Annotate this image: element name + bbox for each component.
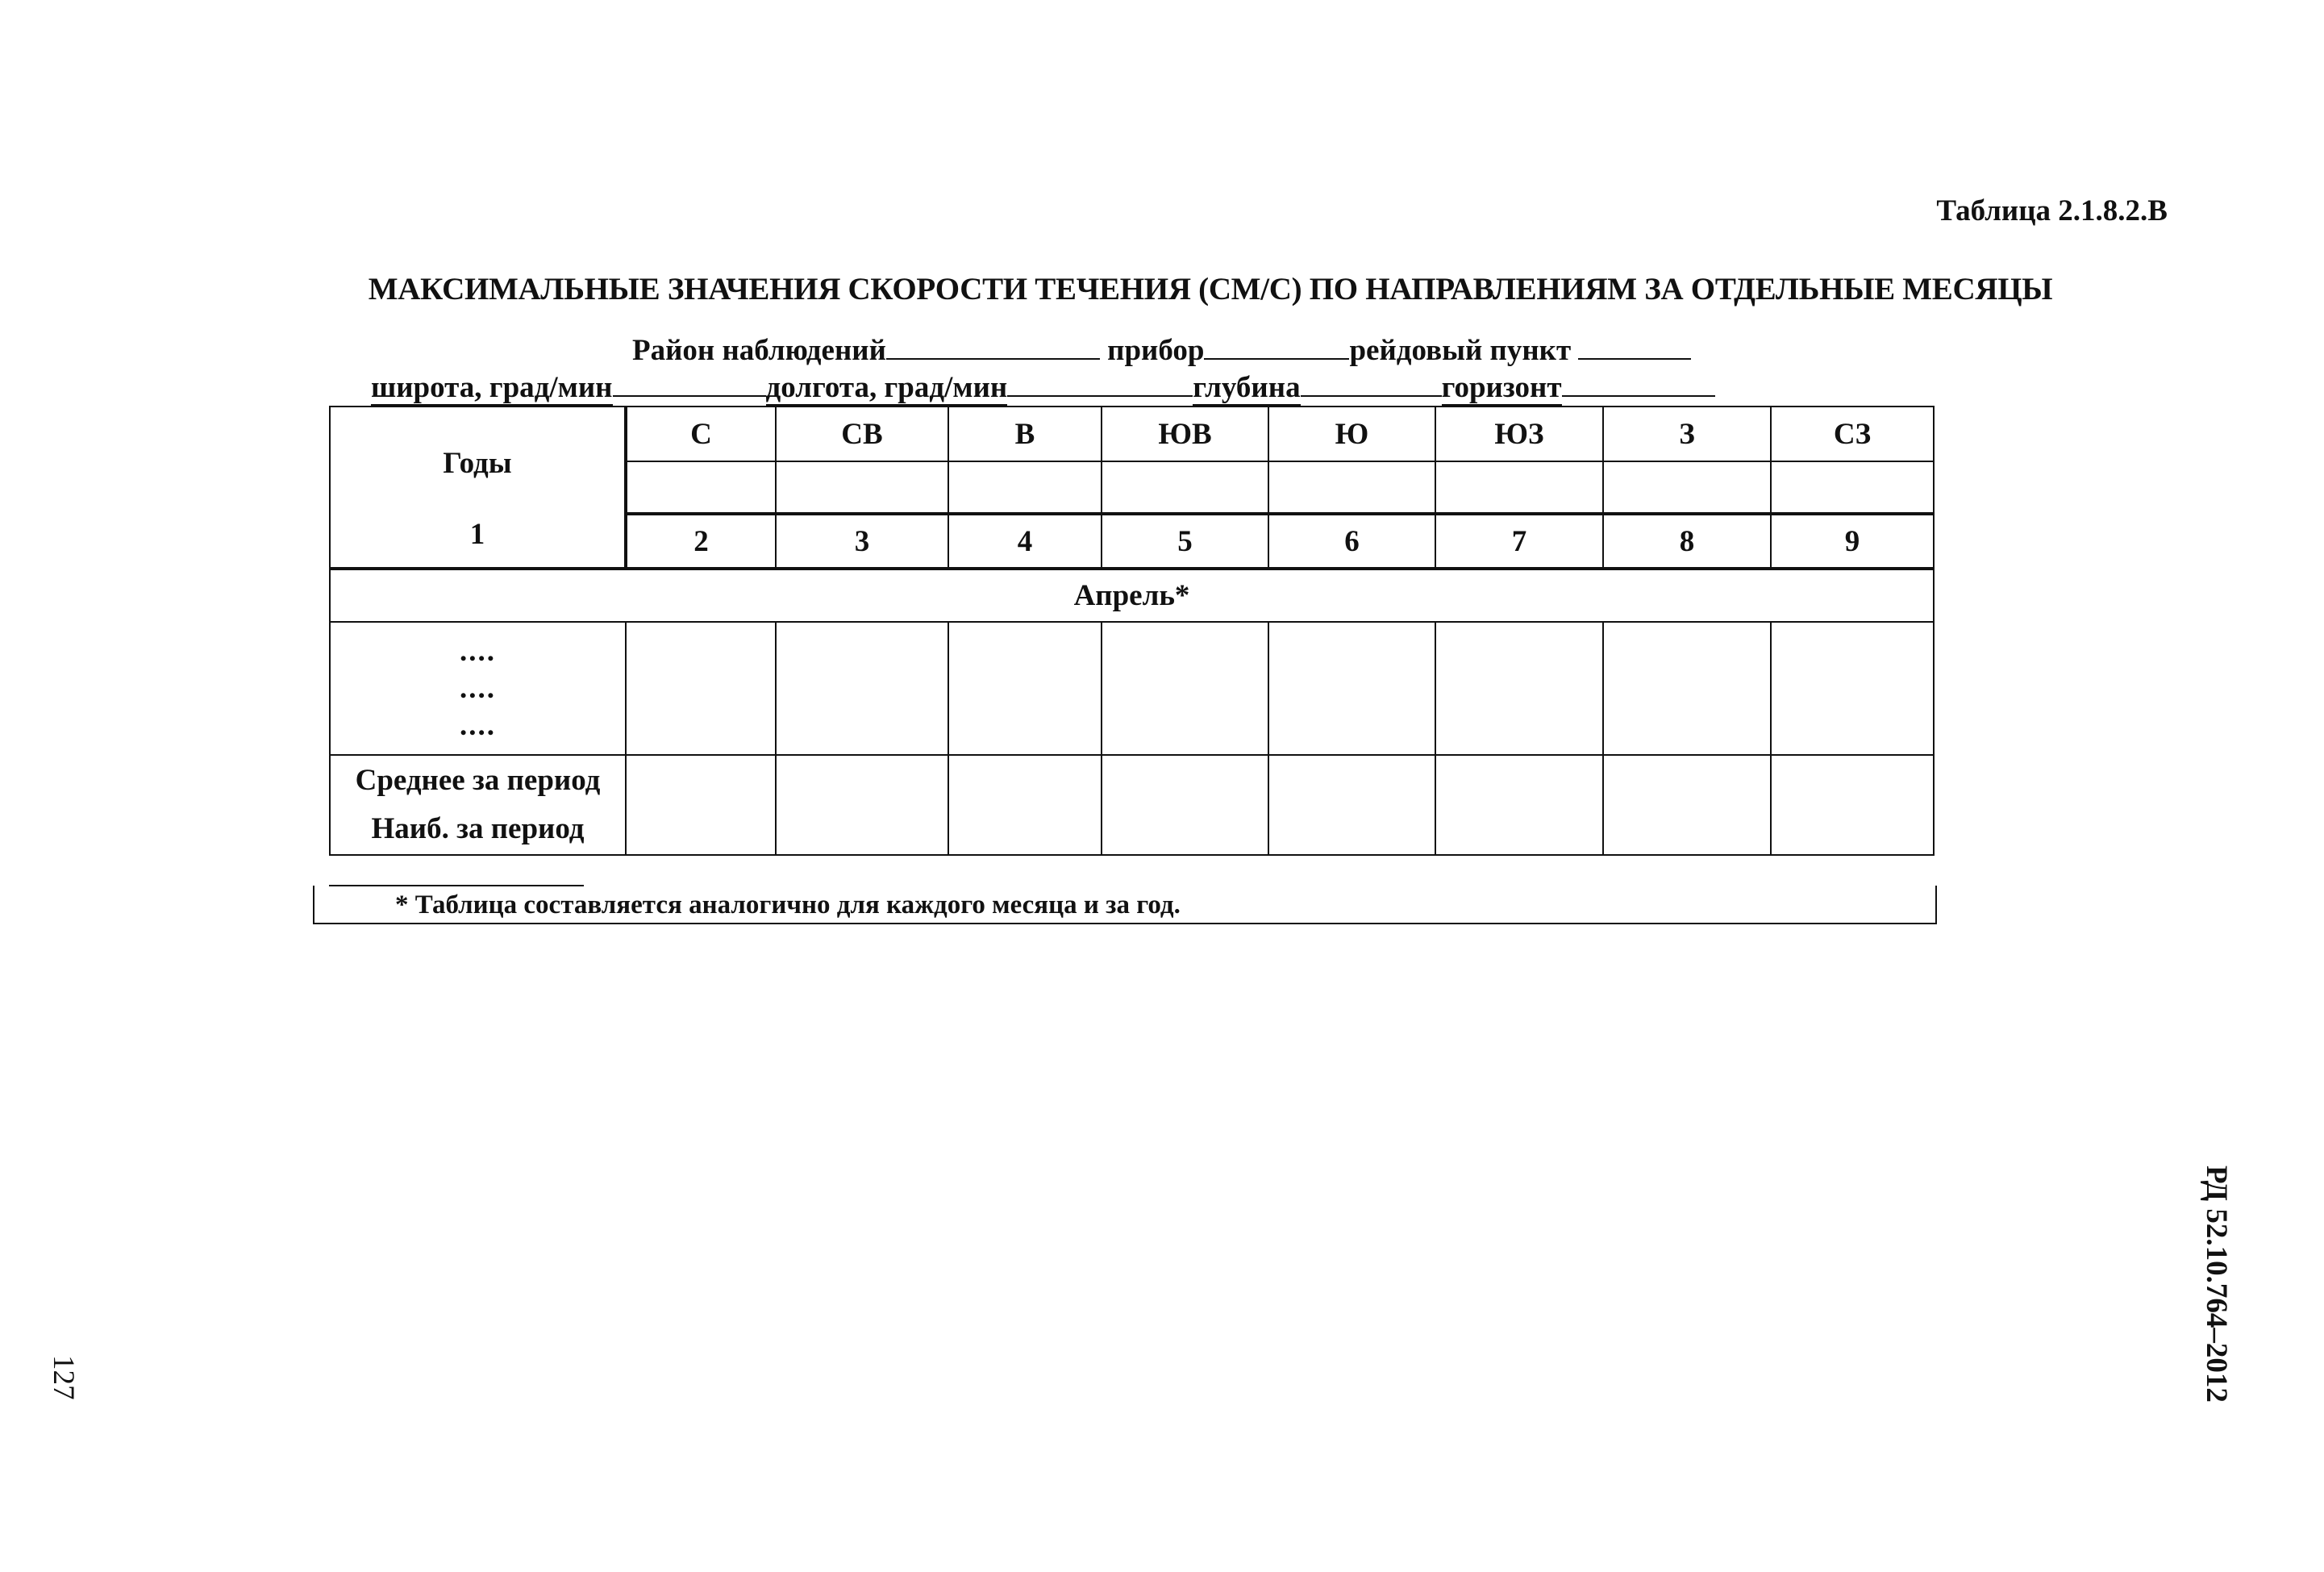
- area-blank: [886, 334, 1100, 360]
- dots-cell: [330, 622, 626, 755]
- column-number: 4: [948, 514, 1102, 569]
- direction-header: С: [626, 407, 776, 461]
- empty-cell: [1435, 461, 1603, 514]
- summary-cell: [1268, 755, 1435, 855]
- column-number: 5: [1102, 514, 1268, 569]
- summary-cell: [948, 755, 1102, 855]
- direction-header: СЗ: [1771, 407, 1934, 461]
- document-code: РД 52.10.764–2012: [2200, 1165, 2233, 1403]
- longitude-blank: [1007, 371, 1193, 397]
- table-number: Таблица 2.1.8.2.В: [1936, 194, 2168, 227]
- point-label: рейдовый пункт: [1349, 334, 1572, 367]
- dots: ....: [460, 671, 496, 705]
- column-number: 3: [776, 514, 948, 569]
- summary-cell: [1603, 755, 1771, 855]
- month-label: Апрель*: [330, 569, 1934, 622]
- page-title: МАКСИМАЛЬНЫЕ ЗНАЧЕНИЯ СКОРОСТИ ТЕЧЕНИЯ (СМ/С) ПО НАПРАВЛЕНИЯМ ЗА ОТДЕЛЬНЫЕ МЕСЯЦЫ: [368, 272, 2053, 306]
- average-label: Среднее за период: [355, 764, 601, 797]
- depth-blank: [1301, 371, 1442, 397]
- form-line-2: [371, 371, 1715, 405]
- form-line-1: [632, 334, 1691, 368]
- years-header: Годы: [443, 447, 512, 480]
- column-number: 9: [1771, 514, 1934, 569]
- page-number: 127: [47, 1355, 80, 1400]
- empty-cell: [1102, 461, 1268, 514]
- month-row: [330, 569, 1934, 622]
- empty-cell: [626, 461, 776, 514]
- direction-header: СВ: [776, 407, 948, 461]
- summary-cell: [776, 755, 948, 855]
- footnote: * Таблица составляется аналогично для каждого месяца и за год.: [395, 890, 1181, 919]
- direction-header: Ю: [1268, 407, 1435, 461]
- latitude-label: широта, град/мин: [371, 371, 613, 404]
- device-blank: [1204, 334, 1349, 360]
- column-number: 6: [1268, 514, 1435, 569]
- direction-header: ЮВ: [1102, 407, 1268, 461]
- area-label: Район наблюдений: [632, 334, 886, 367]
- direction-header: В: [948, 407, 1102, 461]
- data-row: [330, 622, 1934, 755]
- data-cell: [626, 622, 776, 755]
- horizon-label: горизонт: [1441, 371, 1562, 404]
- empty-cell: [776, 461, 948, 514]
- direction-header: З: [1603, 407, 1771, 461]
- direction-header: ЮЗ: [1435, 407, 1603, 461]
- data-cell: [1435, 622, 1603, 755]
- summary-cell: [1435, 755, 1603, 855]
- data-cell: [1771, 622, 1934, 755]
- column-number: 8: [1603, 514, 1771, 569]
- depth-label: глубина: [1193, 371, 1301, 404]
- data-cell: [776, 622, 948, 755]
- direction-header-row: [330, 407, 1934, 461]
- empty-cell: [1771, 461, 1934, 514]
- data-cell: [1603, 622, 1771, 755]
- summary-row: [330, 755, 1934, 855]
- empty-cell: [948, 461, 1102, 514]
- device-label: прибор: [1107, 334, 1205, 367]
- data-cell: [1268, 622, 1435, 755]
- summary-cell: [1771, 755, 1934, 855]
- column-number: 7: [1435, 514, 1603, 569]
- summary-label-cell: [330, 755, 626, 855]
- max-label: Наиб. за период: [371, 812, 585, 845]
- point-blank: [1578, 334, 1691, 360]
- longitude-label: долгота, град/мин: [765, 371, 1008, 404]
- velocity-table: [329, 406, 1935, 856]
- data-cell: [1102, 622, 1268, 755]
- empty-cell: [1268, 461, 1435, 514]
- column-number-1: 1: [469, 518, 485, 551]
- empty-cell: [1603, 461, 1771, 514]
- dots: ....: [460, 708, 496, 742]
- years-header-cell: [330, 407, 626, 569]
- data-cell: [948, 622, 1102, 755]
- column-number: 2: [626, 514, 776, 569]
- summary-cell: [626, 755, 776, 855]
- summary-cell: [1102, 755, 1268, 855]
- horizon-blank: [1562, 371, 1715, 397]
- dots: ....: [460, 634, 496, 668]
- latitude-blank: [613, 371, 766, 397]
